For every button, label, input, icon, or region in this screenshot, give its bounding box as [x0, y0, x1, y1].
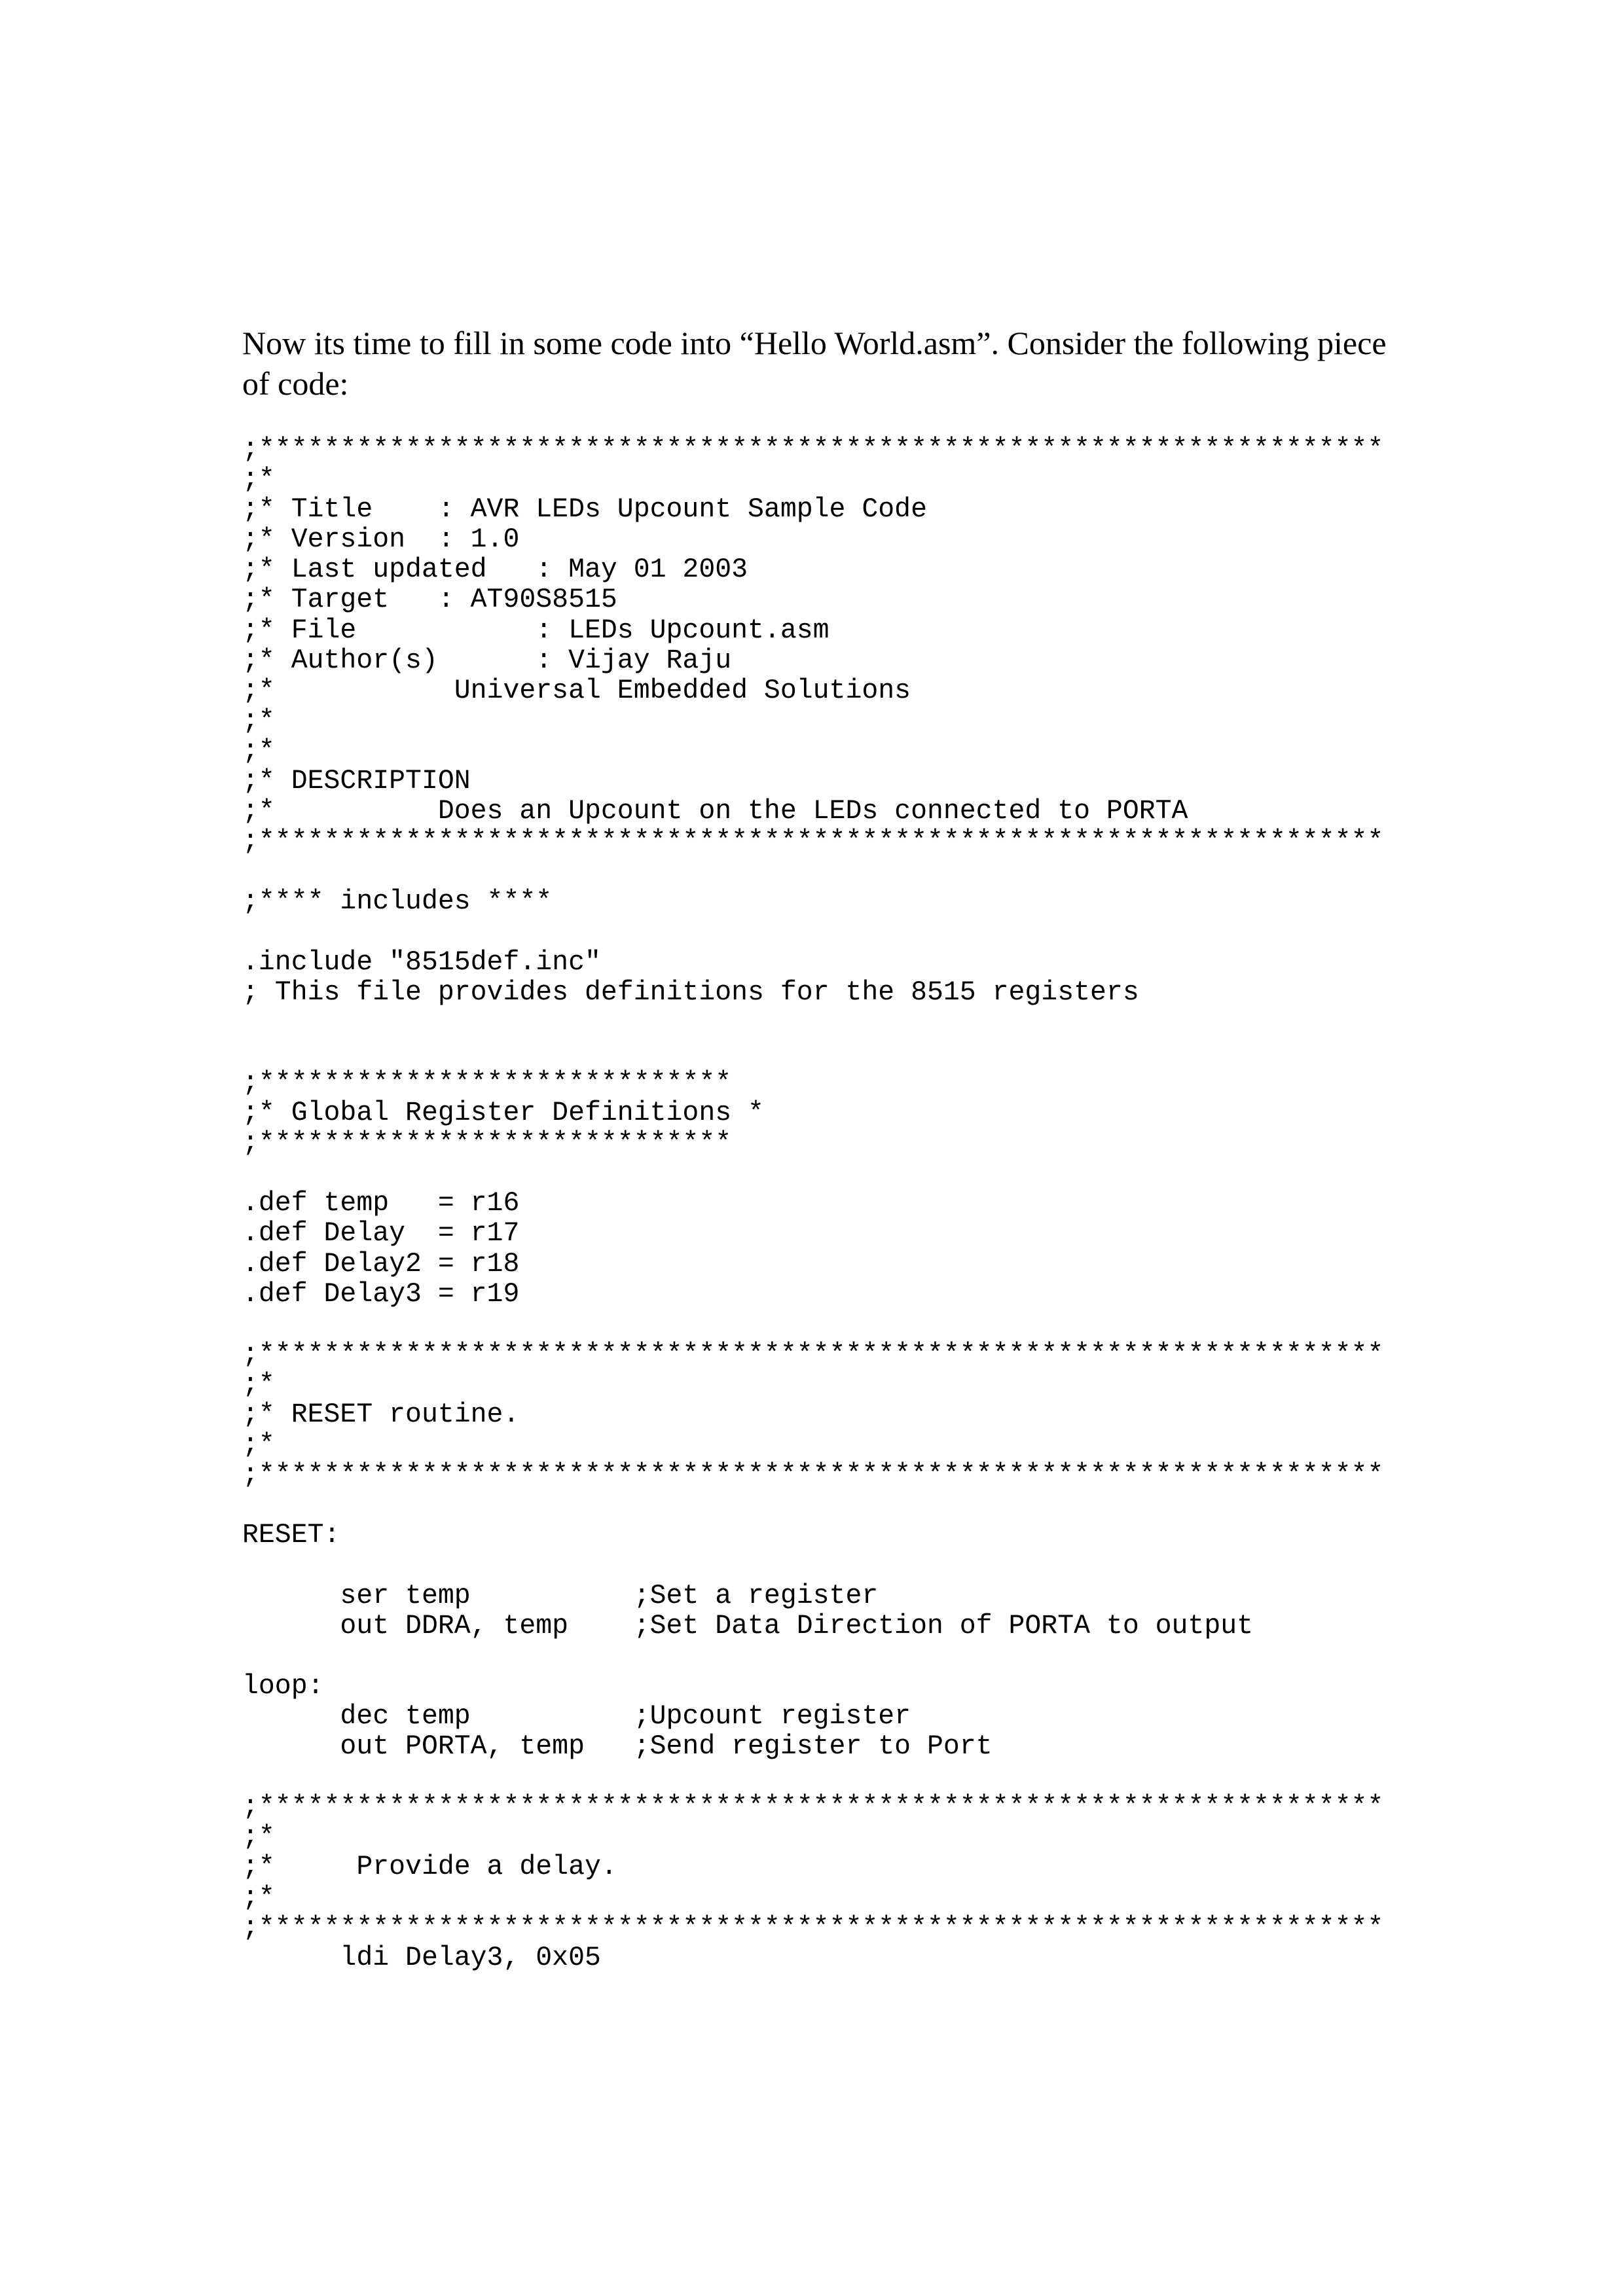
code-line: ;********************************************************************* [242, 1791, 1384, 1823]
code-line: .def Delay = r17 [242, 1218, 520, 1249]
code-line: ;* [242, 705, 275, 736]
code-line: ;* Version : 1.0 [242, 524, 520, 556]
code-line [242, 1762, 1604, 1792]
code-line: ;***************************** [242, 1128, 732, 1159]
code-line [242, 1310, 1604, 1340]
code-line [242, 1158, 1604, 1189]
code-line: .def Delay2 = r18 [242, 1248, 520, 1280]
code-line: ;* Does an Upcount on the LEDs connected to PORTA [242, 796, 1188, 827]
code-line [242, 1490, 1604, 1520]
code-line [242, 1038, 1604, 1068]
code-line: RESET: [242, 1520, 340, 1551]
code-line [242, 857, 1604, 887]
code-line: ; This file provides definitions for the 8515 registers [242, 977, 1139, 1008]
code-line: ;* Author(s) : Vijay Raju [242, 645, 732, 676]
code-line: ;* Title : AVR LEDs Upcount Sample Code [242, 494, 927, 526]
code-line: .def temp = r16 [242, 1188, 520, 1219]
code-line: out DDRA, temp ;Set Data Direction of PORTA to output [242, 1610, 1254, 1641]
code-line: ;* File : LEDs Upcount.asm [242, 615, 830, 646]
code-line [242, 1008, 1604, 1038]
code-line: ;* DESCRIPTION [242, 766, 471, 797]
code-line: ;* Target : AT90S8515 [242, 584, 617, 616]
code-line: ;***************************** [242, 1067, 732, 1098]
code-line: dec temp ;Upcount register [242, 1700, 911, 1732]
code-line [242, 918, 1604, 948]
code-line: ;* Universal Embedded Solutions [242, 675, 911, 706]
code-line: .def Delay3 = r19 [242, 1278, 520, 1310]
code-line: ;* Global Register Definitions * [242, 1098, 764, 1129]
code-line: ;* [242, 735, 275, 766]
code-line: ;********************************************************************* [242, 826, 1384, 857]
code-line [242, 1551, 1604, 1581]
code-line: ;* [242, 1821, 275, 1853]
code-line: ;* Last updated : May 01 2003 [242, 554, 748, 586]
code-line: loop: [242, 1670, 324, 1702]
code-listing [242, 435, 1604, 1973]
code-line: ser temp ;Set a register [242, 1580, 879, 1611]
code-line: ;* [242, 1882, 275, 1913]
code-line: ldi Delay3, 0x05 [242, 1942, 601, 1973]
code-line: ;********************************************************************* [242, 1338, 1384, 1370]
code-line: out PORTA, temp ;Send register to Port [242, 1731, 993, 1763]
code-line: ;* [242, 1429, 275, 1461]
code-line: ;**** includes **** [242, 886, 553, 918]
code-line: .include "8515def.inc" [242, 946, 601, 978]
code-line: ;********************************************************************* [242, 1460, 1384, 1491]
code-line: ;* Provide a delay. [242, 1852, 617, 1883]
intro-paragraph: Now its time to fill in some code into “Hello World.asm”. Consider the following piece of code: [242, 325, 1387, 402]
code-line: ;* [242, 464, 275, 495]
code-line: ;* [242, 1369, 275, 1400]
code-line [242, 1641, 1604, 1672]
code-line: ;********************************************************************* [242, 434, 1384, 465]
code-line: ;* RESET routine. [242, 1399, 520, 1430]
code-line: ;********************************************************************* [242, 1912, 1384, 1943]
